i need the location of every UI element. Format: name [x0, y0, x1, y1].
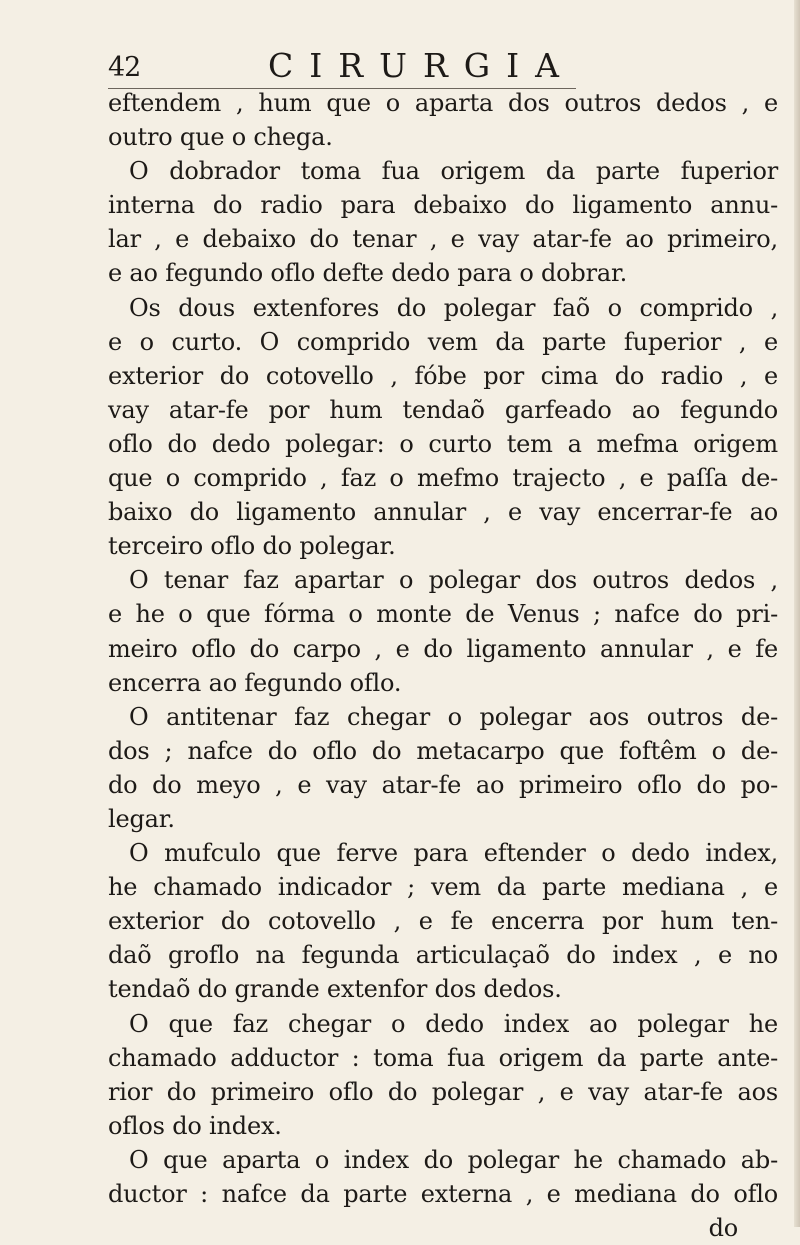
text-line: O tenar faz apartar o polegar dos outros dedos , — [129, 566, 778, 595]
page-header — [108, 46, 768, 86]
text-line: meiro oflo do carpo , e do ligamento annular , e fe — [108, 634, 778, 663]
text-line: e o curto. O comprido vem da parte fuperior , e — [108, 327, 778, 356]
text-line: dos ; nafce do oflo do metacarpo que foftêm o de- — [108, 736, 778, 765]
text-line: Os dous extenfores do polegar faõ o comprido , — [129, 293, 778, 322]
text-line: interna do radio para debaixo do ligamento annu- — [108, 191, 778, 220]
text-line: encerra ao fegundo oflo. — [108, 668, 402, 697]
text-line: baixo do ligamento annular , e vay encerrar-fe ao — [108, 498, 778, 527]
text-line: chamado adductor : toma fua origem da parte ante- — [108, 1043, 778, 1072]
text-line: vay atar-fe por hum tendaõ garfeado ao fegundo — [108, 395, 778, 424]
body-text — [108, 86, 778, 1245]
text-line: daõ groflo na fegunda articulaçaõ do index , e no — [108, 941, 778, 970]
text-line: tendaõ do grande extenfor dos dedos. — [108, 975, 562, 1004]
text-line: exterior do cotovello , e fe encerra por hum ten- — [108, 907, 778, 936]
text-line: O antitenar faz chegar o polegar aos outros de- — [129, 702, 778, 731]
text-line: outro que o chega. — [108, 123, 333, 152]
text-line: terceiro oflo do polegar. — [108, 532, 396, 561]
text-line: O dobrador toma fua origem da parte fuperior — [129, 157, 778, 186]
catchword: do — [708, 1214, 738, 1243]
text-line: legar. — [108, 804, 175, 833]
text-line: e ao fegundo oflo defte dedo para o dobrar. — [108, 259, 628, 288]
text-line: do do meyo , e vay atar-fe ao primeiro oflo do po- — [108, 770, 778, 799]
text-line: oflo do dedo polegar: o curto tem a mefma origem — [108, 429, 778, 458]
text-line: rior do primeiro oflo do polegar , e vay atar-fe aos — [108, 1077, 778, 1106]
page-number: 42 — [108, 52, 141, 83]
text-line: oflos do index. — [108, 1111, 282, 1140]
text-line: exterior do cotovello , fóbe por cima do radio , e — [108, 361, 778, 390]
running-title: CIRURGIA — [268, 46, 576, 85]
text-line: he chamado indicador ; vem da parte mediana , e — [108, 873, 778, 902]
text-line: e he o que fórma o monte de Venus ; nafce do pri- — [108, 600, 778, 629]
text-line: lar , e debaixo do tenar , e vay atar-fe ao primeiro, — [108, 225, 778, 254]
page-edge — [794, 0, 800, 1227]
text-line: O mufculo que ferve para eftender o dedo index, — [129, 839, 778, 868]
text-line: eftendem , hum que o aparta dos outros dedos , e — [108, 89, 778, 117]
text-line: O que aparta o index do polegar he chamado ab- — [129, 1145, 778, 1174]
text-line: que o comprido , faz o mefmo trajecto , e paſſa de- — [108, 464, 778, 493]
text-line: ductor : nafce da parte externa , e mediana do oflo — [108, 1180, 778, 1208]
text-line: O que faz chegar o dedo index ao polegar he — [129, 1009, 778, 1038]
